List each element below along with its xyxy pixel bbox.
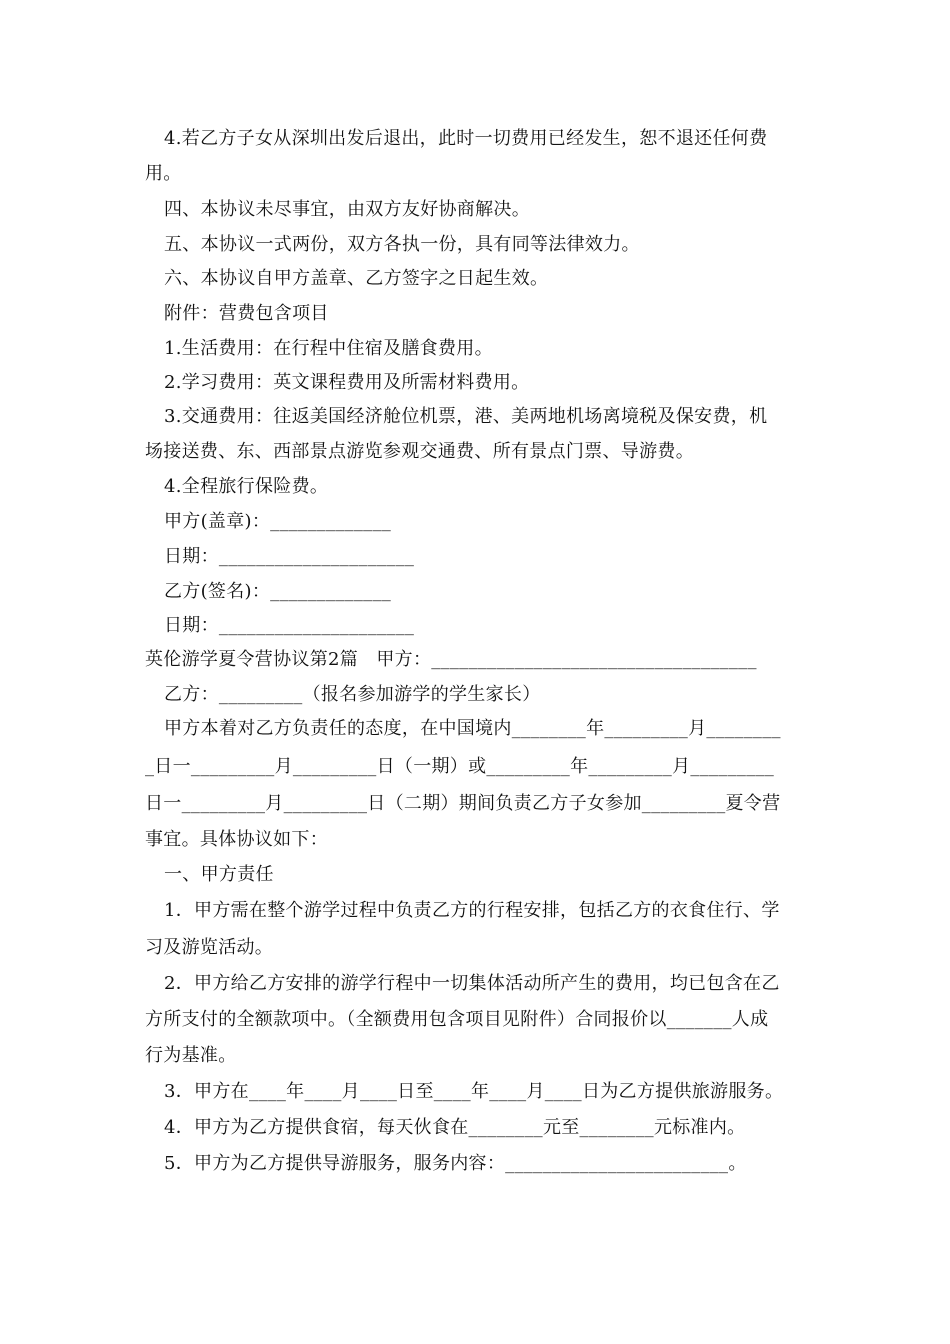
paragraph-line: 用。 xyxy=(145,163,182,184)
paragraph-line: 4.若乙方子女从深圳出发后退出，此时一切费用已经发生，恕不退还任何费 xyxy=(164,128,768,149)
paragraph-line: 日一_________月_________日（二期）期间负责乙方子女参加_________夏令营 xyxy=(145,793,781,814)
paragraph-line: 1.生活费用：在行程中住宿及膳食费用。 xyxy=(164,338,493,359)
paragraph-line: _日一_________月_________日（一期）或_________年_________月_________ xyxy=(145,756,775,777)
paragraph-line: 习及游览活动。 xyxy=(145,937,274,958)
paragraph-line: 事宜。具体协议如下： xyxy=(145,829,328,850)
paragraph-line: 2.学习费用：英文课程费用及所需材料费用。 xyxy=(164,372,530,393)
date-field: 日期：_____________________ xyxy=(164,546,415,567)
paragraph-line: 5．甲方为乙方提供导游服务，服务内容：________________________。 xyxy=(164,1153,747,1174)
signature-field-party-a: 甲方(盖章)：_____________ xyxy=(164,511,392,532)
section-heading: 英伦游学夏令营协议第2篇 甲方：___________________________________ xyxy=(145,649,757,670)
paragraph-line: 乙方：_________（报名参加游学的学生家长） xyxy=(164,684,541,705)
paragraph-line: 2．甲方给乙方安排的游学行程中一切集体活动所产生的费用，均已包含在乙 xyxy=(164,973,780,994)
paragraph-line: 4．甲方为乙方提供食宿，每天伙食在________元至________元标准内。 xyxy=(164,1117,746,1138)
paragraph-line: 场接送费、东、西部景点游览参观交通费、所有景点门票、导游费。 xyxy=(145,441,694,462)
paragraph-line: 甲方本着对乙方负责任的态度，在中国境内________年_________月________ xyxy=(164,718,781,739)
paragraph-line: 3.交通费用：往返美国经济舱位机票，港、美两地机场离境税及保安费，机 xyxy=(164,406,768,427)
paragraph-line: 方所支付的全额款项中。（全额费用包含项目见附件）合同报价以_______人成 xyxy=(145,1009,769,1030)
signature-field-party-b: 乙方(签名)：_____________ xyxy=(164,581,392,602)
paragraph-line: 4.全程旅行保险费。 xyxy=(164,476,329,497)
paragraph-line: 附件：营费包含项目 xyxy=(164,303,329,324)
paragraph-line: 六、本协议自甲方盖章、乙方签字之日起生效。 xyxy=(164,268,549,289)
paragraph-line: 五、本协议一式两份，双方各执一份，具有同等法律效力。 xyxy=(164,234,640,255)
date-field: 日期：_____________________ xyxy=(164,615,415,636)
section-heading: 一、甲方责任 xyxy=(164,864,274,885)
paragraph-line: 行为基准。 xyxy=(145,1045,237,1066)
paragraph-line: 四、本协议未尽事宜，由双方友好协商解决。 xyxy=(164,199,530,220)
paragraph-line: 1．甲方需在整个游学过程中负责乙方的行程安排，包括乙方的衣食住行、学 xyxy=(164,900,780,921)
paragraph-line: 3．甲方在____年____月____日至____年____月____日为乙方提供旅游服务。 xyxy=(164,1081,784,1102)
